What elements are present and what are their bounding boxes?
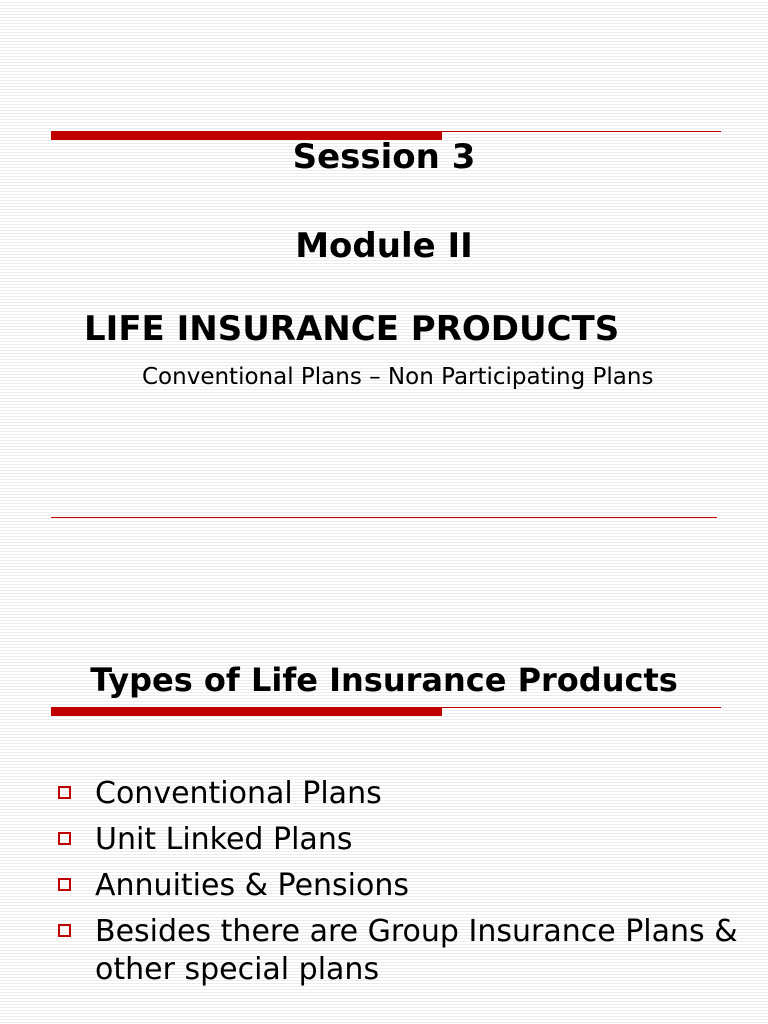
list-item: [56, 867, 746, 905]
list-item-text: Besides there are Group Insurance Plans & other special plans: [95, 914, 738, 987]
hollow-square-icon: [58, 786, 71, 799]
hollow-square-icon: [58, 878, 71, 891]
main-title: LIFE INSURANCE PRODUCTS: [84, 309, 620, 349]
slide-divider: [51, 517, 717, 518]
bullet-list: [56, 775, 746, 997]
hollow-square-icon: [58, 832, 71, 845]
title-rule-thick: [51, 707, 442, 716]
slide-product-types: [0, 520, 768, 1024]
title-rule-thin: [442, 707, 721, 708]
hollow-square-icon: [58, 924, 71, 937]
header-rule-thin: [442, 131, 721, 132]
title-rule: [51, 707, 721, 717]
module-title: Module II: [295, 226, 473, 266]
list-item-text: Unit Linked Plans: [95, 822, 353, 857]
subtitle: Conventional Plans – Non Participating Plans: [142, 364, 654, 390]
list-item-text: Conventional Plans: [95, 776, 382, 811]
list-item: [56, 821, 746, 859]
list-item-text: Annuities & Pensions: [95, 868, 410, 903]
session-title: Session 3: [292, 137, 476, 177]
list-item: [56, 775, 746, 813]
section-title: Types of Life Insurance Products: [90, 661, 678, 699]
list-item: [56, 913, 746, 989]
